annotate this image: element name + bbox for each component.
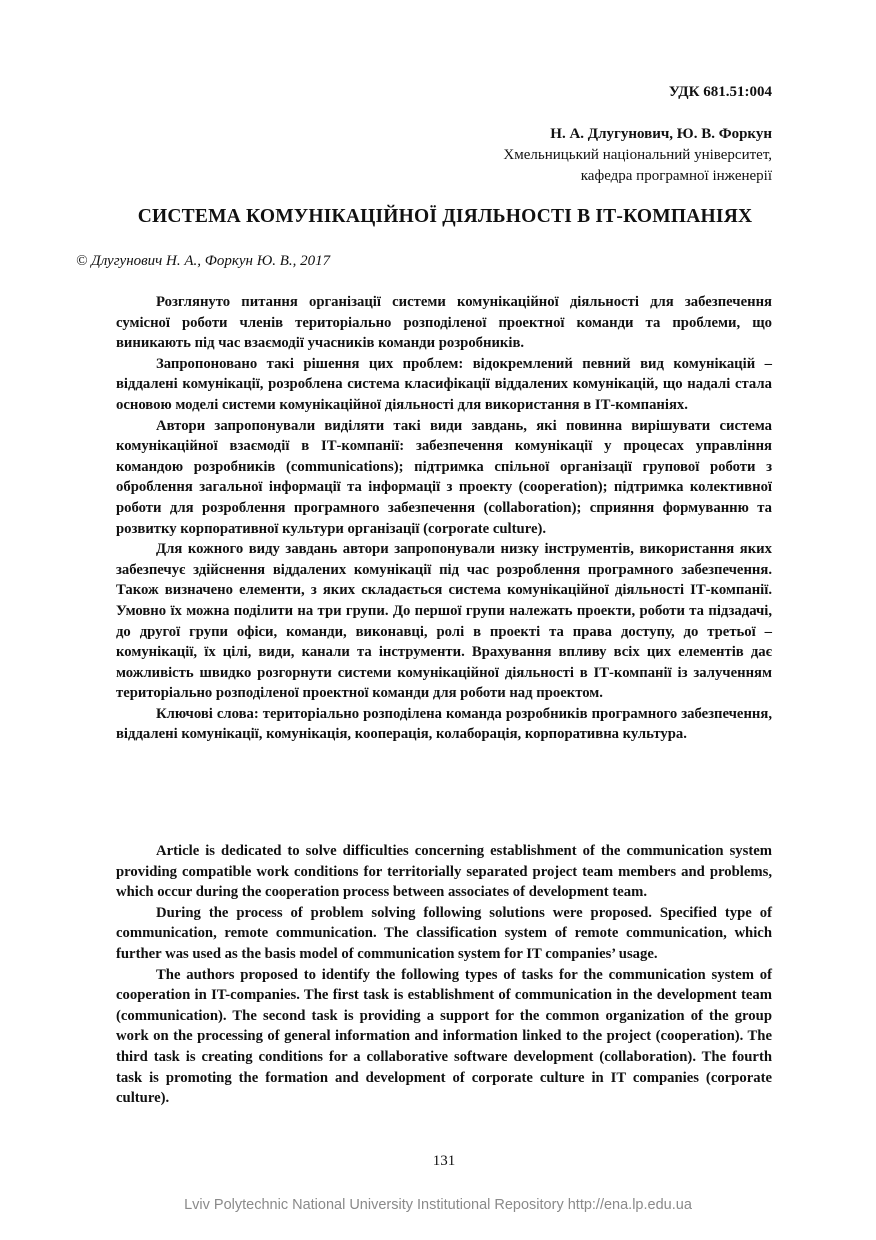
affiliation-department: кафедра програмної інженерії — [580, 168, 772, 184]
paper-title: СИСТЕМА КОМУНІКАЦІЙНОЇ ДІЯЛЬНОСТІ В ІТ-КОМПАНІЯХ — [137, 206, 753, 227]
author-block — [503, 124, 772, 187]
abstract-ua-paragraph: Автори запропонували виділяти такі види завдань, які повинна вирішувати система комунікаційної взаємодії в ІТ-компанії: забезпечення комунікації у процесах управління командою розробників (communications); підтримка спільної організації групової роботи з оброблення загальної інформації та інформації з проекту (cooperation); підтримка колективної роботи для розроблення програмного забезпечення (collaboration); сприяння формуванню та розвитку корпоративної культури організації (corporate culture). — [116, 417, 772, 537]
abstract-english — [116, 841, 772, 1109]
udk-code: УДК 681.51:004 — [668, 84, 772, 100]
copyright-line: © Длугунович Н. А., Форкун Ю. В., 2017 — [76, 253, 331, 269]
author-names: Н. А. Длугунович, Ю. В. Форкун — [550, 126, 772, 142]
abstract-en-paragraph: During the process of problem solving following solutions were proposed. Specified type of communication, remote communication. The classification system of remote communication, which further was used as the basis model of communication system for IT companies’ usage. — [116, 904, 772, 962]
abstract-ua-paragraph: Для кожного виду завдань автори запропонували низку інструментів, використання яких забезпечує здійснення віддалених комунікації під час розроблення програмного забезпечення. Також визначено елементи, з яких складається система комунікаційної діяльності ІТ-компанії. Умовно їх можна поділити на три групи. До першої групи належать проекти, роботи та підзадачі, до другої групи офіси, команди, виконавці, ролі в проекті та права доступу, до третьої – комунікації, їх цілі, види, канали та інструменти. Врахування впливу всіх цих елементів дає можливість швидко розгорнути системи комунікаційної діяльності в ІТ-компанії із залученням територіально розподіленої проектної команди для роботи над проектом. — [116, 541, 772, 702]
abstract-en-paragraph: Article is dedicated to solve difficulties concerning establishment of the communication system providing compatible work conditions for territorially separated project team members and problems, which occur during the cooperation process between associates of development team. — [116, 843, 772, 901]
page-number: 131 — [432, 1153, 456, 1169]
abstract-ukrainian — [116, 292, 772, 745]
abstract-en-paragraph: The authors proposed to identify the following types of tasks for the communication system of cooperation in IT-companies. The first task is establishment of communication in the development team (communication). The second task is providing a support for the common organization of the group work on the processing of general information and information linked to the project (cooperation). The third task is creating conditions for a collaborative software development (collaboration). The fourth task is promoting the formation and development of corporate culture in IT companies (corporate culture). — [116, 966, 772, 1107]
abstract-ua-paragraph: Розглянуто питання організації системи комунікаційної діяльності для забезпечення сумісної роботи членів територіально розподіленої проектної команди та проблеми, що виникають під час взаємодії учасників команди розробників. — [116, 294, 772, 352]
affiliation-university: Хмельницький національний університет, — [503, 147, 772, 163]
abstract-ua-paragraph: Запропоновано такі рішення цих проблем: відокремлений певний вид комунікацій – віддалені комунікації, розроблена система класифікації віддалених комунікацій, що надалі стала основою моделі системи комунікаційної діяльності для використання в ІТ-компаніях. — [116, 355, 772, 413]
keywords-ua: Ключові слова: територіально розподілена команда розробників програмного забезпечення, віддалені комунікації, комунікація, кооперація, колаборація, корпоративна культура. — [116, 705, 772, 743]
repository-footer: Lviv Polytechnic National University Institutional Repository http://ena.lp.edu.ua — [184, 1197, 692, 1213]
